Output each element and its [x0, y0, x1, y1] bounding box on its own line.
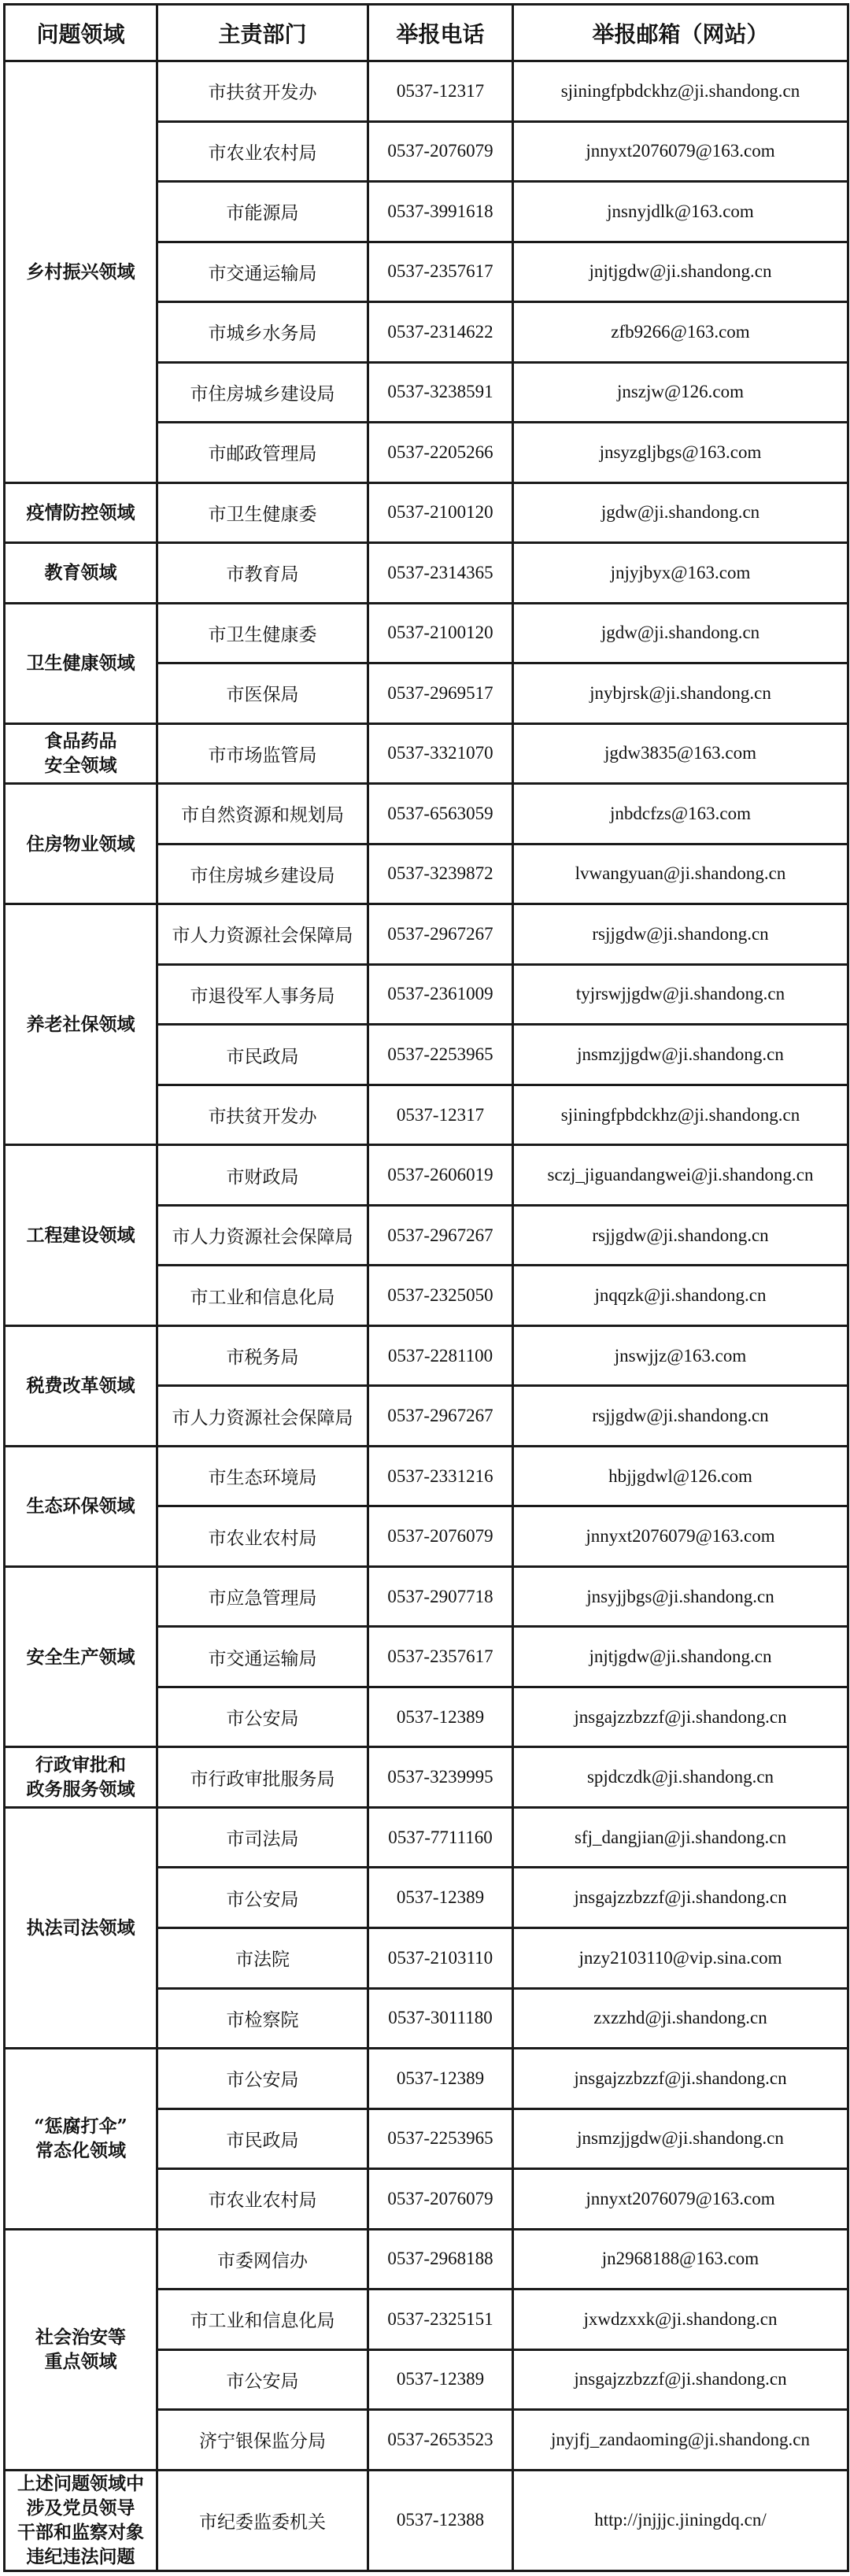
area-cell: 疫情防控领域	[5, 482, 157, 543]
email-cell: zfb9266@163.com	[513, 302, 848, 363]
email-cell: jnsyzgljbgs@163.com	[513, 423, 848, 483]
phone-cell: 0537-2325151	[368, 2290, 513, 2350]
dept-cell: 市城乡水务局	[157, 302, 368, 363]
dept-cell: 市退役军人事务局	[157, 964, 368, 1025]
dept-cell: 市邮政管理局	[157, 423, 368, 483]
table-row	[5, 1446, 848, 1506]
email-cell: jnsyjjbgs@ji.shandong.cn	[513, 1566, 848, 1627]
area-cell: 工程建设领域	[5, 1145, 157, 1326]
email-cell: jnbdcfzs@163.com	[513, 784, 848, 844]
dept-cell: 市工业和信息化局	[157, 2290, 368, 2350]
table-row	[5, 784, 848, 844]
phone-cell: 0537-2967267	[368, 904, 513, 965]
table-row	[5, 1325, 848, 1386]
table-row	[5, 543, 848, 604]
phone-cell: 0537-2076079	[368, 2169, 513, 2230]
phone-cell: 0537-3321070	[368, 723, 513, 784]
email-cell: jgdw3835@163.com	[513, 723, 848, 784]
dept-cell: 市人力资源社会保障局	[157, 904, 368, 965]
phone-cell: 0537-3238591	[368, 362, 513, 423]
phone-cell: 0537-2100120	[368, 482, 513, 543]
dept-cell: 市人力资源社会保障局	[157, 1386, 368, 1447]
email-cell: jgdw@ji.shandong.cn	[513, 603, 848, 663]
table-row	[5, 61, 848, 122]
dept-cell: 市应急管理局	[157, 1566, 368, 1627]
email-cell: jnnyxt2076079@163.com	[513, 2169, 848, 2230]
phone-cell: 0537-2076079	[368, 1506, 513, 1567]
dept-cell: 市委网信办	[157, 2229, 368, 2290]
phone-cell: 0537-2253965	[368, 2108, 513, 2169]
area-cell: 生态环保领域	[5, 1446, 157, 1566]
email-cell: jnyjfj_zandaoming@ji.shandong.cn	[513, 2410, 848, 2471]
area-cell: 食品药品 安全领域	[5, 723, 157, 784]
area-cell: 社会治安等 重点领域	[5, 2229, 157, 2470]
email-cell: jnsnyjdlk@163.com	[513, 182, 848, 242]
dept-cell: 市公安局	[157, 1687, 368, 1747]
email-cell: tyjrswjjgdw@ji.shandong.cn	[513, 964, 848, 1025]
email-cell: jnszjw@126.com	[513, 362, 848, 423]
email-cell: jnsgajzzbzzf@ji.shandong.cn	[513, 2349, 848, 2410]
dept-cell: 市市场监管局	[157, 723, 368, 784]
area-cell: 执法司法领域	[5, 1807, 157, 2048]
phone-cell: 0537-2281100	[368, 1325, 513, 1386]
dept-cell: 市民政局	[157, 1025, 368, 1085]
phone-cell: 0537-3011180	[368, 1988, 513, 2049]
phone-cell: 0537-3239872	[368, 844, 513, 904]
email-cell: rsjjgdw@ji.shandong.cn	[513, 1386, 848, 1447]
dept-cell: 市司法局	[157, 1807, 368, 1868]
email-cell: jnnyxt2076079@163.com	[513, 121, 848, 182]
phone-cell: 0537-2314365	[368, 543, 513, 604]
dept-cell: 市公安局	[157, 2049, 368, 2109]
email-cell: jnswjjz@163.com	[513, 1325, 848, 1386]
phone-cell: 0537-7711160	[368, 1807, 513, 1868]
table-row	[5, 2229, 848, 2290]
dept-cell: 市生态环境局	[157, 1446, 368, 1506]
area-cell: 养老社保领域	[5, 904, 157, 1145]
email-cell: jnnyxt2076079@163.com	[513, 1506, 848, 1567]
header-email: 举报邮箱（网站）	[513, 5, 848, 61]
table-row	[5, 1566, 848, 1627]
phone-cell: 0537-3239995	[368, 1747, 513, 1808]
email-cell: spjdczdk@ji.shandong.cn	[513, 1747, 848, 1808]
phone-cell: 0537-2969517	[368, 663, 513, 724]
area-cell: 上述问题领域中 涉及党员领导 干部和监察对象 违纪违法问题	[5, 2470, 157, 2570]
dept-cell: 市农业农村局	[157, 2169, 368, 2230]
table-row	[5, 2470, 848, 2570]
phone-cell: 0537-2968188	[368, 2229, 513, 2290]
phone-cell: 0537-2606019	[368, 1145, 513, 1206]
dept-cell: 市人力资源社会保障局	[157, 1205, 368, 1266]
area-cell: 教育领域	[5, 543, 157, 604]
dept-cell: 市交通运输局	[157, 242, 368, 302]
dept-cell: 市卫生健康委	[157, 482, 368, 543]
dept-cell: 市民政局	[157, 2108, 368, 2169]
phone-cell: 0537-12389	[368, 1687, 513, 1747]
email-cell: jn2968188@163.com	[513, 2229, 848, 2290]
email-cell: http://jnjjjc.jiningdq.cn/	[513, 2470, 848, 2570]
dept-cell: 市扶贫开发办	[157, 61, 368, 122]
phone-cell: 0537-6563059	[368, 784, 513, 844]
email-cell: sczj_jiguandangwei@ji.shandong.cn	[513, 1145, 848, 1206]
email-cell: jnqqzk@ji.shandong.cn	[513, 1266, 848, 1326]
dept-cell: 市农业农村局	[157, 121, 368, 182]
email-cell: jnjtjgdw@ji.shandong.cn	[513, 1627, 848, 1687]
phone-cell: 0537-12389	[368, 1868, 513, 1928]
dept-cell: 市检察院	[157, 1988, 368, 2049]
email-cell: jnsgajzzbzzf@ji.shandong.cn	[513, 1687, 848, 1747]
email-cell: jxwdzxxk@ji.shandong.cn	[513, 2290, 848, 2350]
area-cell: 乡村振兴领域	[5, 61, 157, 483]
table-row	[5, 904, 848, 965]
phone-cell: 0537-2361009	[368, 964, 513, 1025]
email-cell: jnsmzjjgdw@ji.shandong.cn	[513, 2108, 848, 2169]
table-row	[5, 1145, 848, 1206]
phone-cell: 0537-2907718	[368, 1566, 513, 1627]
email-cell: jnybjrsk@ji.shandong.cn	[513, 663, 848, 724]
email-cell: jnzy2103110@vip.sina.com	[513, 1927, 848, 1988]
dept-cell: 市住房城乡建设局	[157, 362, 368, 423]
phone-cell: 0537-12317	[368, 61, 513, 122]
email-cell: jnjtjgdw@ji.shandong.cn	[513, 242, 848, 302]
phone-cell: 0537-12389	[368, 2049, 513, 2109]
area-cell: 税费改革领域	[5, 1325, 157, 1446]
table-body	[5, 61, 848, 2571]
phone-cell: 0537-2103110	[368, 1927, 513, 1988]
email-cell: sjiningfpbdckhz@ji.shandong.cn	[513, 1085, 848, 1145]
table-row	[5, 2049, 848, 2109]
phone-cell: 0537-2357617	[368, 242, 513, 302]
dept-cell: 市住房城乡建设局	[157, 844, 368, 904]
dept-cell: 市行政审批服务局	[157, 1747, 368, 1808]
phone-cell: 0537-2357617	[368, 1627, 513, 1687]
phone-cell: 0537-2253965	[368, 1025, 513, 1085]
dept-cell: 市财政局	[157, 1145, 368, 1206]
phone-cell: 0537-2653523	[368, 2410, 513, 2471]
email-cell: sjiningfpbdckhz@ji.shandong.cn	[513, 61, 848, 122]
dept-cell: 市农业农村局	[157, 1506, 368, 1567]
email-cell: jgdw@ji.shandong.cn	[513, 482, 848, 543]
table-header-row	[5, 5, 848, 61]
dept-cell: 市纪委监委机关	[157, 2470, 368, 2570]
email-cell: rsjjgdw@ji.shandong.cn	[513, 904, 848, 965]
area-cell: 住房物业领域	[5, 784, 157, 904]
header-phone: 举报电话	[368, 5, 513, 61]
dept-cell: 市工业和信息化局	[157, 1266, 368, 1326]
header-area: 问题领域	[5, 5, 157, 61]
table-row	[5, 723, 848, 784]
email-cell: hbjjgdwl@126.com	[513, 1446, 848, 1506]
phone-cell: 0537-2331216	[368, 1446, 513, 1506]
phone-cell: 0537-2967267	[368, 1205, 513, 1266]
phone-cell: 0537-12317	[368, 1085, 513, 1145]
dept-cell: 市卫生健康委	[157, 603, 368, 663]
phone-cell: 0537-3991618	[368, 182, 513, 242]
email-cell: sfj_dangjian@ji.shandong.cn	[513, 1807, 848, 1868]
email-cell: jnjyjbyx@163.com	[513, 543, 848, 604]
phone-cell: 0537-2076079	[368, 121, 513, 182]
dept-cell: 市税务局	[157, 1325, 368, 1386]
email-cell: jnsgajzzbzzf@ji.shandong.cn	[513, 2049, 848, 2109]
phone-cell: 0537-12389	[368, 2349, 513, 2410]
phone-cell: 0537-2325050	[368, 1266, 513, 1326]
dept-cell: 市自然资源和规划局	[157, 784, 368, 844]
dept-cell: 市能源局	[157, 182, 368, 242]
area-cell: 安全生产领域	[5, 1566, 157, 1747]
dept-cell: 市法院	[157, 1927, 368, 1988]
email-cell: zxzzhd@ji.shandong.cn	[513, 1988, 848, 2049]
phone-cell: 0537-2314622	[368, 302, 513, 363]
phone-cell: 0537-12388	[368, 2470, 513, 2570]
area-cell: “惩腐打伞” 常态化领域	[5, 2049, 157, 2230]
phone-cell: 0537-2100120	[368, 603, 513, 663]
email-cell: jnsmzjjgdw@ji.shandong.cn	[513, 1025, 848, 1085]
dept-cell: 市教育局	[157, 543, 368, 604]
table-row	[5, 603, 848, 663]
phone-cell: 0537-2205266	[368, 423, 513, 483]
table-row	[5, 1807, 848, 1868]
email-cell: lvwangyuan@ji.shandong.cn	[513, 844, 848, 904]
report-contact-table	[3, 3, 849, 2572]
area-cell: 行政审批和 政务服务领域	[5, 1747, 157, 1808]
area-cell: 卫生健康领域	[5, 603, 157, 723]
dept-cell: 市扶贫开发办	[157, 1085, 368, 1145]
dept-cell: 济宁银保监分局	[157, 2410, 368, 2471]
email-cell: jnsgajzzbzzf@ji.shandong.cn	[513, 1868, 848, 1928]
table-row	[5, 1747, 848, 1808]
header-dept: 主责部门	[157, 5, 368, 61]
dept-cell: 市交通运输局	[157, 1627, 368, 1687]
phone-cell: 0537-2967267	[368, 1386, 513, 1447]
dept-cell: 市医保局	[157, 663, 368, 724]
dept-cell: 市公安局	[157, 1868, 368, 1928]
table-row	[5, 482, 848, 543]
dept-cell: 市公安局	[157, 2349, 368, 2410]
email-cell: rsjjgdw@ji.shandong.cn	[513, 1205, 848, 1266]
